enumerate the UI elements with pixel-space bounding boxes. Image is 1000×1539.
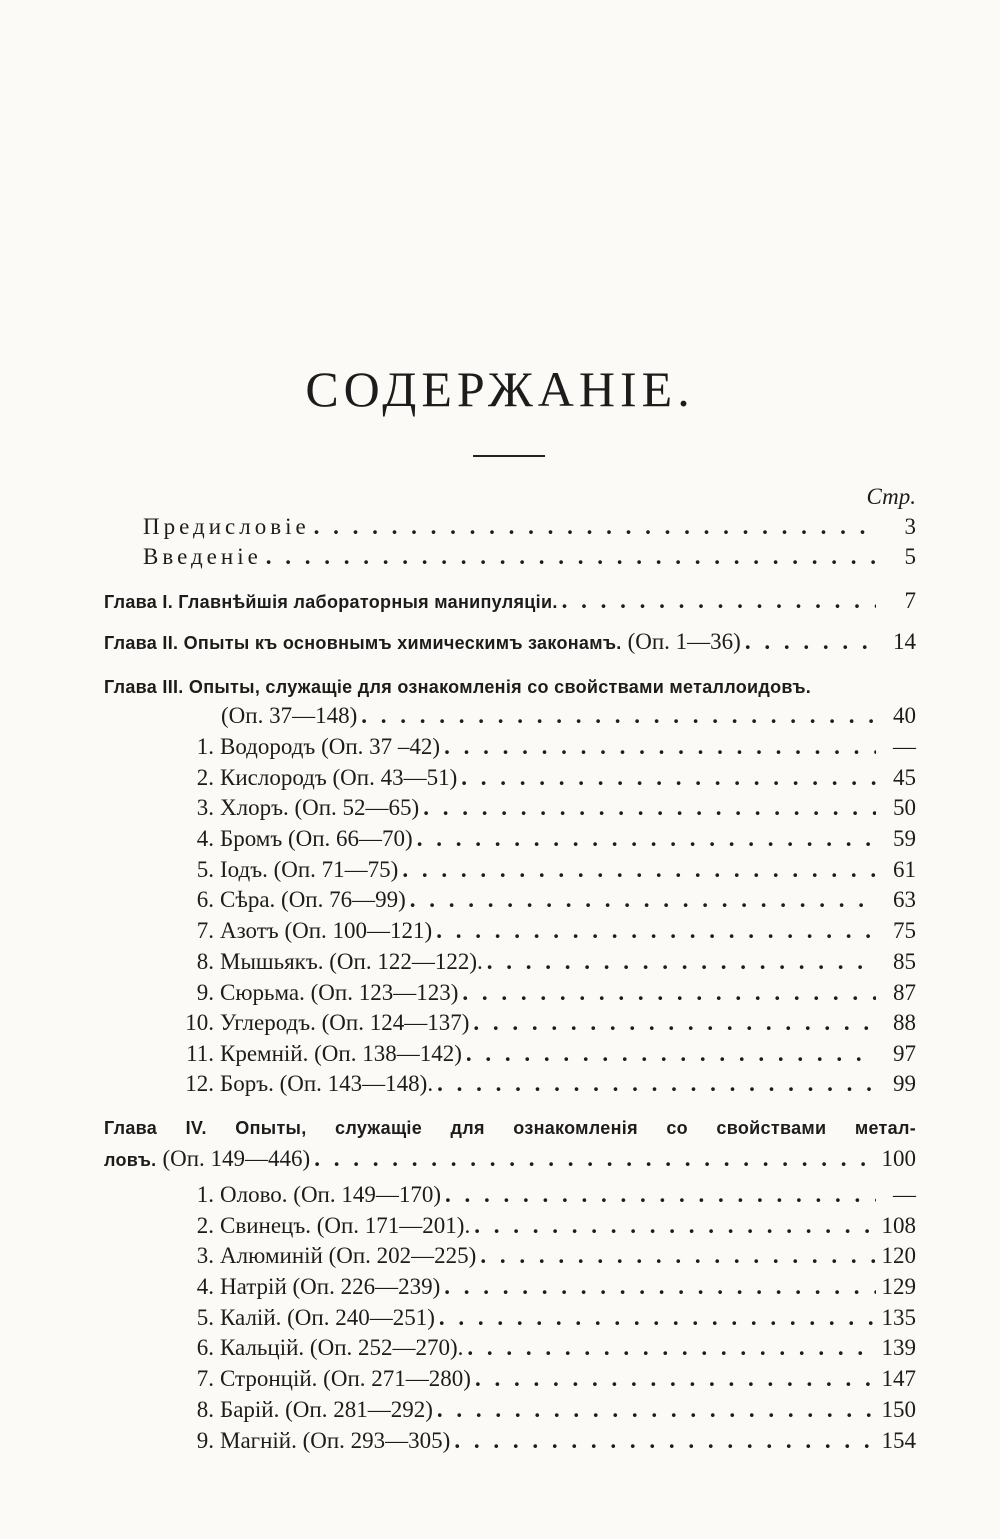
chapter-heading: Глава III. Опыты, служащіе для ознакомленія со свойствами металлоидовъ. <box>104 677 812 697</box>
dot-leader <box>432 916 876 946</box>
toc-entry-page: 45 <box>893 765 916 790</box>
dot-leader <box>558 586 876 616</box>
toc-section[interactable] <box>176 1303 916 1333</box>
toc-section[interactable] <box>176 1211 916 1241</box>
title-rule <box>473 455 545 457</box>
section-number: 5. <box>196 1305 214 1330</box>
section-title: Боръ. (Оп. 143—148). <box>220 1071 434 1096</box>
toc-section[interactable] <box>176 793 916 823</box>
dot-leader <box>398 855 876 885</box>
dot-leader <box>433 1395 876 1425</box>
toc-entry-page: 50 <box>893 795 916 820</box>
section-title: Мышьякъ. (Оп. 122—122). <box>220 949 483 974</box>
toc-entry-page: 88 <box>893 1010 916 1035</box>
toc-section[interactable] <box>176 1395 916 1425</box>
section-title: Азотъ (Оп. 100—121) <box>220 918 433 943</box>
toc-chapter-1[interactable] <box>104 586 916 616</box>
toc-entry-preface[interactable] <box>143 512 916 542</box>
dot-leader <box>310 512 876 542</box>
section-number: 2. <box>196 1213 214 1238</box>
section-title: Калій. (Оп. 240—251) <box>220 1305 435 1330</box>
dot-leader <box>357 701 876 731</box>
toc-section[interactable] <box>176 947 916 977</box>
dot-leader <box>440 732 876 762</box>
toc-section[interactable] <box>176 978 916 1008</box>
toc-section[interactable] <box>176 855 916 885</box>
section-number: 3. <box>196 795 214 820</box>
toc-section[interactable] <box>176 1272 916 1302</box>
dot-leader <box>450 1426 876 1456</box>
toc-entry-page: — <box>893 734 916 759</box>
dot-leader <box>441 1180 876 1210</box>
toc-section[interactable] <box>176 1180 916 1210</box>
toc-section[interactable] <box>176 1364 916 1394</box>
section-number: 7. <box>196 918 214 943</box>
toc-entry-page: 120 <box>881 1243 916 1268</box>
dot-leader <box>262 542 876 572</box>
toc-entry-page: 85 <box>893 949 916 974</box>
section-number: 8. <box>196 949 214 974</box>
dot-leader <box>470 1211 876 1241</box>
section-number: 6. <box>196 1335 214 1360</box>
section-number: 3. <box>196 1243 214 1268</box>
section-number: 5. <box>196 857 214 882</box>
dot-leader <box>741 627 876 657</box>
chapter-heading-cont: ловъ. <box>104 1150 157 1170</box>
dot-leader <box>413 824 876 854</box>
toc-entry-page: 99 <box>893 1071 916 1096</box>
section-number: 1. <box>196 1182 214 1207</box>
section-title: Магній. (Оп. 293—305) <box>220 1428 451 1453</box>
dot-leader <box>471 1364 876 1394</box>
dot-leader <box>469 1008 876 1038</box>
toc-entry-page: 63 <box>893 887 916 912</box>
section-title: Сѣра. (Оп. 76—99) <box>220 887 406 912</box>
toc-chapter-2[interactable] <box>104 627 916 657</box>
section-number: 1. <box>196 734 214 759</box>
chapter-ops: (Оп. 37—148) <box>221 703 358 728</box>
section-title: Кальцій. (Оп. 252—270). <box>220 1335 464 1360</box>
toc-section[interactable] <box>176 1426 916 1456</box>
section-number: 9. <box>196 980 214 1005</box>
section-number: 11. <box>186 1041 214 1066</box>
toc-entry-page: 14 <box>893 629 916 654</box>
dot-leader <box>310 1144 876 1174</box>
section-title: Барій. (Оп. 281—292) <box>220 1397 433 1422</box>
section-title: Кислородъ (Оп. 43—51) <box>220 765 458 790</box>
chapter-heading: Глава IV. Опыты, служащіе для ознакомленія со свойствами метал- <box>104 1118 916 1138</box>
toc-entry-page: 100 <box>881 1146 916 1171</box>
toc-entry-introduction[interactable] <box>143 542 916 572</box>
toc-chapter-4[interactable] <box>104 1144 916 1174</box>
chapter-ops: (Оп. 149—446) <box>162 1146 311 1171</box>
section-title: Бромъ (Оп. 66—70) <box>220 826 413 851</box>
section-number: 12. <box>185 1071 214 1096</box>
dot-leader <box>463 1333 876 1363</box>
section-number: 4. <box>196 826 214 851</box>
chapter-heading: Глава I. Главнѣйшія лабораторныя манипуляціи. <box>104 592 558 612</box>
toc-section[interactable] <box>176 1008 916 1038</box>
toc-section[interactable] <box>176 763 916 793</box>
toc-entry-page: 59 <box>893 826 916 851</box>
section-title: Водородъ (Оп. 37 –42) <box>220 734 441 759</box>
section-title: Іодъ. (Оп. 71—75) <box>220 857 399 882</box>
toc-chapter-3[interactable] <box>221 701 916 731</box>
toc-entry-page: 87 <box>893 980 916 1005</box>
toc-entry-page: 61 <box>893 857 916 882</box>
section-title: Кремній. (Оп. 138—142) <box>220 1041 462 1066</box>
dot-leader <box>433 1069 876 1099</box>
section-number: 4. <box>196 1274 214 1299</box>
toc-entry-page: 40 <box>893 703 916 728</box>
toc-section[interactable] <box>176 1333 916 1363</box>
page-title: СОДЕРЖАНІЕ. <box>305 361 695 417</box>
toc-entry-page: — <box>893 1182 916 1207</box>
section-title: Хлоръ. (Оп. 52—65) <box>220 795 420 820</box>
section-title: Стронцій. (Оп. 271—280) <box>220 1366 471 1391</box>
toc-entry-page: 97 <box>893 1041 916 1066</box>
toc-section[interactable] <box>176 916 916 946</box>
toc-entry-page: 108 <box>881 1213 916 1238</box>
toc-entry-page: 3 <box>904 514 916 539</box>
toc-entry-page: 150 <box>881 1397 916 1422</box>
toc-entry-page: 154 <box>881 1428 916 1453</box>
chapter-heading: Глава II. Опыты къ основнымъ химическимъ законамъ. <box>104 633 622 653</box>
section-title: Олово. (Оп. 149—170) <box>220 1182 442 1207</box>
toc-entry-label: Введеніе <box>143 544 262 569</box>
toc-section[interactable] <box>176 1241 916 1271</box>
dot-leader <box>406 885 876 915</box>
toc-entry-page: 5 <box>904 544 916 569</box>
toc-section[interactable] <box>176 1039 916 1069</box>
chapter-ops: (Оп. 1—36) <box>627 629 741 654</box>
toc-entry-page: 147 <box>881 1366 916 1391</box>
page-column-label: Стр. <box>866 484 916 509</box>
toc-entry-page: 75 <box>893 918 916 943</box>
dot-leader <box>457 763 876 793</box>
toc-section[interactable] <box>176 824 916 854</box>
section-title: Сюрьма. (Оп. 123—123) <box>220 980 459 1005</box>
section-title: Алюминій (Оп. 202—225) <box>220 1243 477 1268</box>
dot-leader <box>435 1303 876 1333</box>
dot-leader <box>483 947 876 977</box>
toc-section[interactable] <box>176 885 916 915</box>
dot-leader <box>440 1272 876 1302</box>
toc-section[interactable] <box>176 732 916 762</box>
dot-leader <box>476 1241 876 1271</box>
toc-entry-page: 129 <box>881 1274 916 1299</box>
toc-entry-page: 139 <box>881 1335 916 1360</box>
dot-leader <box>458 978 876 1008</box>
toc-entry-page: 135 <box>881 1305 916 1330</box>
toc-entry-page: 7 <box>904 588 916 613</box>
toc-section[interactable] <box>176 1069 916 1099</box>
section-number: 2. <box>196 765 214 790</box>
section-number: 6. <box>196 887 214 912</box>
section-title: Свинецъ. (Оп. 171—201). <box>220 1213 471 1238</box>
section-number: 7. <box>196 1366 214 1391</box>
toc-entry-label: Предисловіе <box>143 514 310 539</box>
section-title: Углеродъ. (Оп. 124—137) <box>220 1010 470 1035</box>
section-number: 10. <box>185 1010 214 1035</box>
section-number: 8. <box>196 1397 214 1422</box>
toc-chapter-4-heading[interactable] <box>104 1113 916 1143</box>
section-title: Натрій (Оп. 226—239) <box>220 1274 441 1299</box>
toc-chapter-3-heading[interactable] <box>104 672 916 702</box>
section-number: 9. <box>196 1428 214 1453</box>
dot-leader <box>419 793 876 823</box>
dot-leader <box>462 1039 876 1069</box>
